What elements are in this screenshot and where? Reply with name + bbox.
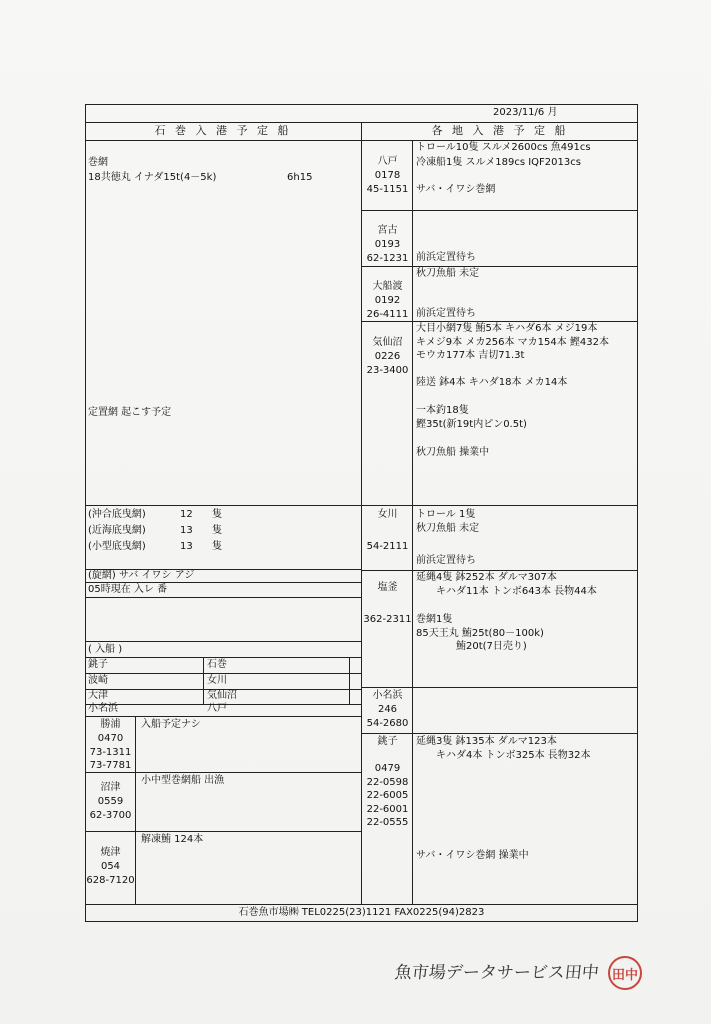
footer-contact: 石巻魚市場㈱ TEL0225(23)1121 FAX0225(94)2823 xyxy=(238,907,485,918)
choshi-info: 延縄3隻 鉢135本 ダルマ123本 キハダ4本 トンボ325本 長物32本 xyxy=(416,736,591,761)
onagawa-name: 女川 xyxy=(377,509,398,520)
makiami-label: 巻網 xyxy=(88,157,108,168)
miyako-info: 前浜定置待ち xyxy=(416,252,476,263)
kesennuma-name: 気仙沼 xyxy=(372,337,403,348)
hachinohe-info: トロール10隻 スルメ2600cs 魚491cs xyxy=(416,142,591,153)
kesennuma-info: 秋刀魚船 操業中 xyxy=(416,447,490,458)
kesennuma-tel: 0226 23-3400 xyxy=(366,351,409,376)
port-name: 女川 xyxy=(207,675,227,686)
report-date: 2023/11/6 月 xyxy=(493,107,558,118)
teichi-note: 定置網 起こす予定 xyxy=(88,407,172,418)
trawl-count: 12 xyxy=(180,509,193,520)
trawl-name: (沖合底曳網) xyxy=(88,509,146,520)
handwritten-signature: 魚市場データサービス田中 xyxy=(393,963,600,983)
trawl-unit: 隻 xyxy=(212,525,222,536)
choshi-name: 銚子 xyxy=(377,736,398,747)
port-name: 八戸 xyxy=(207,703,227,714)
onahama-name: 小名浜 xyxy=(372,690,403,701)
trawl-name: (近海底曳網) xyxy=(88,525,146,536)
choshi-tel: 0479 22-0598 22-6005 22-6001 22-0555 xyxy=(366,763,409,828)
katsuura-name: 勝浦 xyxy=(100,719,121,730)
ofunato-info: 秋刀魚船 未定 xyxy=(416,268,480,279)
ofunato-name: 大船渡 xyxy=(372,281,403,292)
ofunato-info: 前浜定置待ち xyxy=(416,308,476,319)
port-name: 銚子 xyxy=(88,659,108,670)
port-name: 波崎 xyxy=(88,675,108,686)
numazu-note: 小中型巻網船 出漁 xyxy=(141,775,225,786)
trawl-unit: 隻 xyxy=(212,509,222,520)
onagawa-info: トロール 1隻 秋刀魚船 未定 xyxy=(416,509,480,534)
port-name: 石巻 xyxy=(207,659,227,670)
hachinohe-info: サバ・イワシ巻網 xyxy=(416,184,496,195)
onagawa-info: 前浜定置待ち xyxy=(416,555,476,566)
choshi-info: サバ・イワシ巻網 操業中 xyxy=(416,850,529,861)
katsuura-note: 入船予定ナシ xyxy=(141,719,201,730)
seal-stamp: 田中 xyxy=(608,956,642,990)
trawl-count: 13 xyxy=(180,541,193,552)
port-name: 気仙沼 xyxy=(207,690,237,701)
yaizu-tel: 054 628-7120 xyxy=(86,861,135,886)
hachinohe-tel: 0178 45-1151 xyxy=(366,170,409,195)
kesennuma-info: 一本釣18隻 鰹35t(新19t内ピン0.5t) xyxy=(416,405,527,430)
yaizu-name: 焼津 xyxy=(100,847,121,858)
shiogama-info: 巻網1隻 85天王丸 鮪25t(80－100k) 鮪20t(7日売り) xyxy=(416,614,544,652)
senmaki-status: 05時現在 入レ 番 xyxy=(88,584,168,595)
senmaki-label: (旋網) サバ イワシ アジ xyxy=(88,570,195,581)
makiami-ship: 18共徳丸 イナダ15t(4－5k) xyxy=(88,172,217,183)
onahama-tel: 246 54-2680 xyxy=(366,704,409,729)
kesennuma-info: 陸送 鉢4本 キハダ18本 メカ14本 xyxy=(416,377,568,388)
shiogama-info: 延縄4隻 鉢252本 ダルマ307本 キハダ11本 トンボ643本 長物44本 xyxy=(416,572,597,597)
numazu-name: 沼津 xyxy=(100,782,121,793)
onagawa-tel: 54-2111 xyxy=(366,541,409,552)
ofunato-tel: 0192 26-4111 xyxy=(366,295,409,320)
makiami-time: 6h15 xyxy=(287,172,313,183)
landing-schedule-form xyxy=(85,104,638,922)
trawl-name: (小型底曳網) xyxy=(88,541,146,552)
trawl-count: 13 xyxy=(180,525,193,536)
hachinohe-name: 八戸 xyxy=(377,156,398,167)
yaizu-note: 解凍鮪 124本 xyxy=(141,834,204,845)
katsuura-tel: 0470 73-1311 73-7781 xyxy=(89,733,132,771)
shiogama-name: 塩釜 xyxy=(377,582,398,593)
kesennuma-info: 大目小網7隻 鮪5本 キハダ6本 メジ19本 キメジ9本 メカ256本 マカ154本 鰹432本 モウカ177本 吉切71.3t xyxy=(416,323,609,361)
shiogama-tel: 362-2311 xyxy=(363,614,412,625)
miyako-tel: 0193 62-1231 xyxy=(366,239,409,264)
nyusen-label: ( 入船 ) xyxy=(88,644,123,655)
numazu-tel: 0559 62-3700 xyxy=(89,796,132,821)
ishinomaki-schedule-title: 石 巻 入 港 予 定 船 xyxy=(154,124,292,137)
trawl-unit: 隻 xyxy=(212,541,222,552)
other-ports-schedule-title: 各 地 入 港 予 定 船 xyxy=(431,124,569,137)
hachinohe-info: 冷凍船1隻 スルメ189cs IQF2013cs xyxy=(416,157,581,168)
miyako-name: 宮古 xyxy=(377,225,398,236)
port-name: 小名浜 xyxy=(88,703,118,714)
port-name: 大津 xyxy=(88,690,108,701)
